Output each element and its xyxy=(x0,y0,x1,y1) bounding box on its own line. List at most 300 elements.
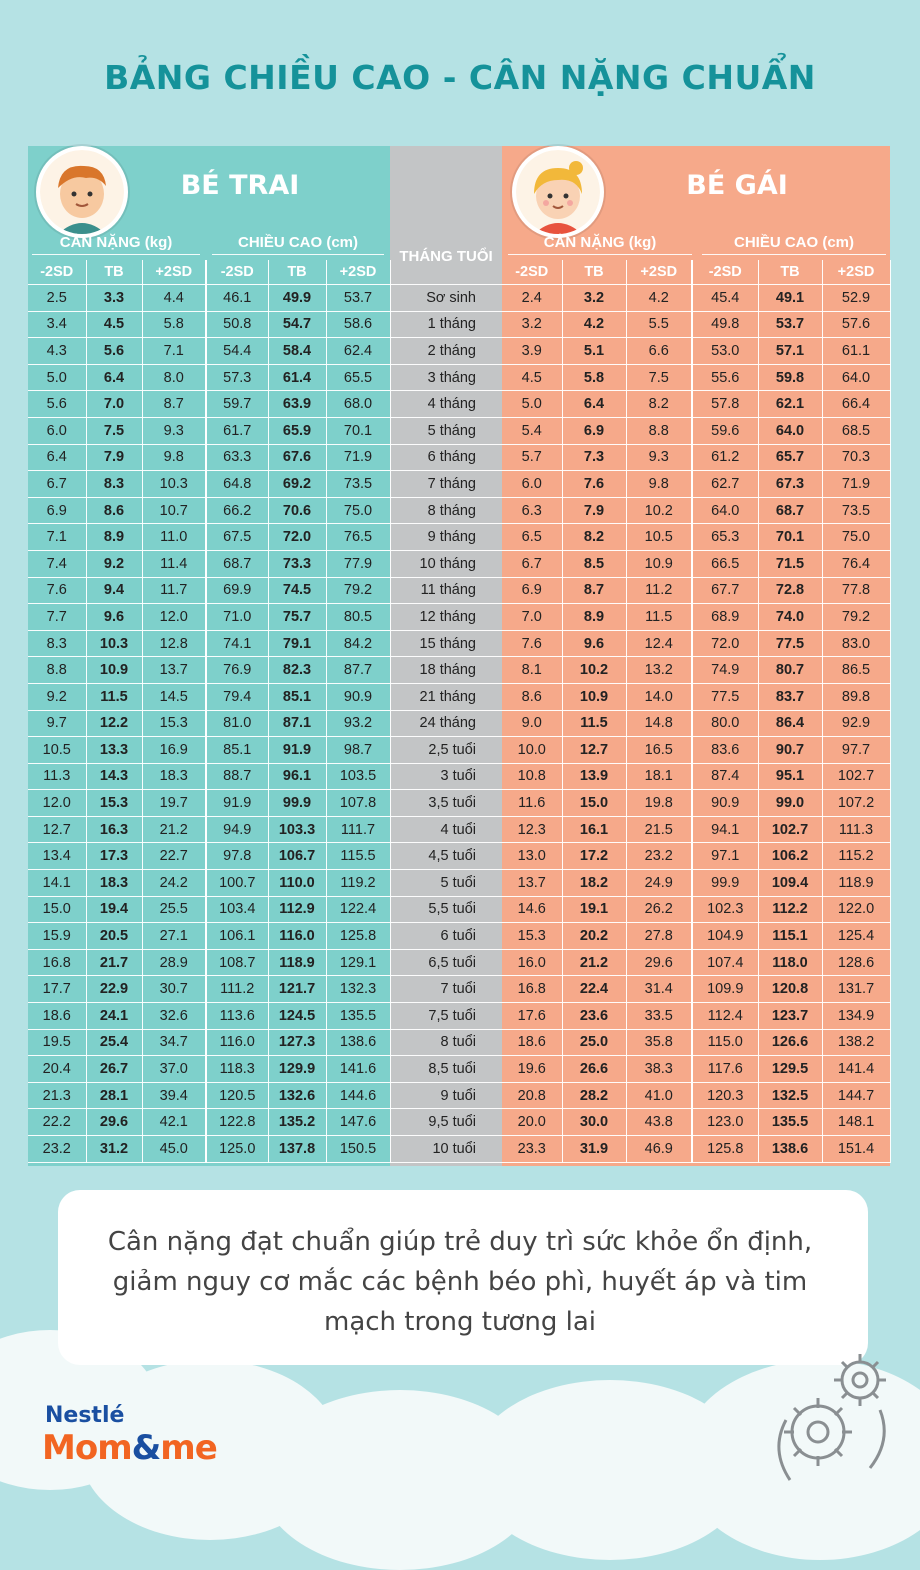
girl-cell: 6.9 xyxy=(562,417,626,444)
girl-cell: 22.4 xyxy=(562,976,626,1003)
table-row xyxy=(28,285,890,312)
boy-cell: 97.8 xyxy=(206,843,268,870)
girl-cell: 9.3 xyxy=(626,444,692,471)
page-title: BẢNG CHIỀU CAO - CÂN NẶNG CHUẨN xyxy=(104,58,816,97)
girl-cell: 2.4 xyxy=(502,285,562,312)
boy-cell: 5.6 xyxy=(86,338,142,365)
boy-cell: 12.2 xyxy=(86,710,142,737)
boy-cell: 65.9 xyxy=(268,417,326,444)
age-cell: Sơ sinh xyxy=(390,285,502,312)
boy-cell: 107.8 xyxy=(326,790,390,817)
age-cell: 5 tháng xyxy=(390,417,502,444)
boy-cell: 11.0 xyxy=(142,524,206,551)
girl-cell: 26.6 xyxy=(562,1056,626,1083)
table-row xyxy=(28,923,890,950)
boy-cell: 138.6 xyxy=(326,1029,390,1056)
growth-table xyxy=(28,260,891,1163)
girl-cell: 115.2 xyxy=(822,843,890,870)
girl-cell: 13.7 xyxy=(502,870,562,897)
girl-cell: 83.6 xyxy=(692,737,758,764)
boy-cell: 15.9 xyxy=(28,923,86,950)
boy-cell: 11.3 xyxy=(28,763,86,790)
girl-cell: 49.8 xyxy=(692,311,758,338)
boy-cell: 8.0 xyxy=(142,364,206,391)
table-row xyxy=(28,391,890,418)
boy-cell: 9.7 xyxy=(28,710,86,737)
boy-cell: 12.8 xyxy=(142,630,206,657)
girl-cell: 61.2 xyxy=(692,444,758,471)
boy-cell: 125.8 xyxy=(326,923,390,950)
girl-cell: 99.0 xyxy=(758,790,822,817)
boy-cell: 69.2 xyxy=(268,471,326,498)
girl-cell: 11.5 xyxy=(626,604,692,631)
boy-cell: 7.7 xyxy=(28,604,86,631)
boy-cell: 49.9 xyxy=(268,285,326,312)
boy-cell: 76.9 xyxy=(206,657,268,684)
table-row xyxy=(28,1003,890,1030)
boy-cell: 3.3 xyxy=(86,285,142,312)
age-cell: 8 tháng xyxy=(390,497,502,524)
boy-cell: 16.3 xyxy=(86,816,142,843)
girl-cell: 23.6 xyxy=(562,1003,626,1030)
logo-me-text: me xyxy=(160,1428,217,1468)
girl-cell: 17.2 xyxy=(562,843,626,870)
boy-cell: 111.2 xyxy=(206,976,268,1003)
sub-header: +2SD xyxy=(142,260,206,285)
boy-cell: 7.1 xyxy=(28,524,86,551)
girl-cell: 23.3 xyxy=(502,1136,562,1163)
boy-cell: 85.1 xyxy=(268,683,326,710)
table-row xyxy=(28,577,890,604)
boy-cell: 132.3 xyxy=(326,976,390,1003)
age-cell: 24 tháng xyxy=(390,710,502,737)
boy-cell: 82.3 xyxy=(268,657,326,684)
girl-cell: 123.0 xyxy=(692,1109,758,1136)
logo-mom-text: Mom xyxy=(42,1428,132,1468)
table-row xyxy=(28,763,890,790)
boy-cell: 9.8 xyxy=(142,444,206,471)
age-cell: 10 tháng xyxy=(390,550,502,577)
boy-cell: 24.1 xyxy=(86,1003,142,1030)
boy-cell: 8.3 xyxy=(86,471,142,498)
boy-cell: 15.3 xyxy=(86,790,142,817)
girl-cell: 97.7 xyxy=(822,737,890,764)
girl-cell: 118.9 xyxy=(822,870,890,897)
sub-header-row xyxy=(28,260,890,285)
boy-cell: 64.8 xyxy=(206,471,268,498)
girl-cell: 123.7 xyxy=(758,1003,822,1030)
girl-cell: 83.7 xyxy=(758,683,822,710)
table-row xyxy=(28,710,890,737)
girl-cell: 11.2 xyxy=(626,577,692,604)
girl-cell: 53.0 xyxy=(692,338,758,365)
boy-cell: 15.0 xyxy=(28,896,86,923)
boy-cell: 141.6 xyxy=(326,1056,390,1083)
girl-cell: 41.0 xyxy=(626,1082,692,1109)
boy-cell: 65.5 xyxy=(326,364,390,391)
nestle-logo: Nestlé xyxy=(45,1403,125,1428)
boy-cell: 5.0 xyxy=(28,364,86,391)
boy-weight-header: CÂN NẶNG (kg) xyxy=(32,234,200,255)
boy-cell: 18.6 xyxy=(28,1003,86,1030)
girl-cell: 59.6 xyxy=(692,417,758,444)
boy-cell: 106.1 xyxy=(206,923,268,950)
boy-cell: 74.1 xyxy=(206,630,268,657)
girl-cell: 6.6 xyxy=(626,338,692,365)
boy-cell: 115.5 xyxy=(326,843,390,870)
girl-cell: 128.6 xyxy=(822,949,890,976)
age-cell: 8 tuổi xyxy=(390,1029,502,1056)
girl-cell: 14.0 xyxy=(626,683,692,710)
boy-cell: 122.8 xyxy=(206,1109,268,1136)
boy-cell: 3.4 xyxy=(28,311,86,338)
table-row xyxy=(28,1082,890,1109)
girl-cell: 5.4 xyxy=(502,417,562,444)
boy-cell: 127.3 xyxy=(268,1029,326,1056)
girl-cell: 61.1 xyxy=(822,338,890,365)
boy-cell: 81.0 xyxy=(206,710,268,737)
boy-cell: 7.6 xyxy=(28,577,86,604)
boy-cell: 88.7 xyxy=(206,763,268,790)
girl-cell: 20.2 xyxy=(562,923,626,950)
boy-cell: 118.9 xyxy=(268,949,326,976)
boy-cell: 120.5 xyxy=(206,1082,268,1109)
girl-cell: 62.1 xyxy=(758,391,822,418)
age-cell: 9 tháng xyxy=(390,524,502,551)
mom-and-me-logo xyxy=(42,1428,217,1468)
boy-cell: 79.2 xyxy=(326,577,390,604)
table-row xyxy=(28,1136,890,1163)
age-cell: 9,5 tuổi xyxy=(390,1109,502,1136)
boy-cell: 70.6 xyxy=(268,497,326,524)
sub-header: +2SD xyxy=(626,260,692,285)
boy-cell: 21.7 xyxy=(86,949,142,976)
age-cell: 6 tuổi xyxy=(390,923,502,950)
table-row xyxy=(28,1056,890,1083)
boy-cell: 63.9 xyxy=(268,391,326,418)
girl-cell: 66.5 xyxy=(692,550,758,577)
boy-cell: 112.9 xyxy=(268,896,326,923)
girl-cell: 77.5 xyxy=(692,683,758,710)
age-cell: 5,5 tuổi xyxy=(390,896,502,923)
boy-cell: 29.6 xyxy=(86,1109,142,1136)
boy-cell: 7.5 xyxy=(86,417,142,444)
boy-cell: 103.5 xyxy=(326,763,390,790)
boy-cell: 98.7 xyxy=(326,737,390,764)
girl-cell: 107.4 xyxy=(692,949,758,976)
girl-cell: 77.8 xyxy=(822,577,890,604)
girl-cell: 68.9 xyxy=(692,604,758,631)
boy-cell: 75.0 xyxy=(326,497,390,524)
girl-cell: 3.2 xyxy=(562,285,626,312)
table-row xyxy=(28,683,890,710)
girl-cell: 12.7 xyxy=(562,737,626,764)
sub-header: -2SD xyxy=(206,260,268,285)
girl-cell: 19.1 xyxy=(562,896,626,923)
boy-cell: 116.0 xyxy=(268,923,326,950)
girl-cell: 95.1 xyxy=(758,763,822,790)
girl-cell: 5.5 xyxy=(626,311,692,338)
boy-cell: 8.6 xyxy=(86,497,142,524)
girl-cell: 112.4 xyxy=(692,1003,758,1030)
boy-cell: 13.7 xyxy=(142,657,206,684)
boy-cell: 17.3 xyxy=(86,843,142,870)
girl-cell: 17.6 xyxy=(502,1003,562,1030)
girl-cell: 71.5 xyxy=(758,550,822,577)
boy-cell: 103.4 xyxy=(206,896,268,923)
girl-cell: 15.0 xyxy=(562,790,626,817)
girl-cell: 9.8 xyxy=(626,471,692,498)
girl-cell: 102.7 xyxy=(758,816,822,843)
girl-cell: 77.5 xyxy=(758,630,822,657)
girl-cell: 5.8 xyxy=(562,364,626,391)
girl-cell: 49.1 xyxy=(758,285,822,312)
table-row xyxy=(28,444,890,471)
table-row xyxy=(28,311,890,338)
boy-cell: 116.0 xyxy=(206,1029,268,1056)
girl-cell: 104.9 xyxy=(692,923,758,950)
boy-cell: 54.4 xyxy=(206,338,268,365)
girl-cell: 8.1 xyxy=(502,657,562,684)
age-cell: 3 tháng xyxy=(390,364,502,391)
boy-cell: 2.5 xyxy=(28,285,86,312)
girl-cell: 18.6 xyxy=(502,1029,562,1056)
girl-cell: 74.9 xyxy=(692,657,758,684)
girl-cell: 122.0 xyxy=(822,896,890,923)
girl-cell: 131.7 xyxy=(822,976,890,1003)
girl-cell: 13.0 xyxy=(502,843,562,870)
boy-cell: 69.9 xyxy=(206,577,268,604)
girl-cell: 10.5 xyxy=(626,524,692,551)
boy-cell: 12.7 xyxy=(28,816,86,843)
girl-cell: 94.1 xyxy=(692,816,758,843)
boy-cell: 68.0 xyxy=(326,391,390,418)
sub-header: -2SD xyxy=(502,260,562,285)
table-row xyxy=(28,630,890,657)
girl-cell: 92.9 xyxy=(822,710,890,737)
girl-cell: 18.2 xyxy=(562,870,626,897)
table-row xyxy=(28,338,890,365)
girl-cell: 102.3 xyxy=(692,896,758,923)
logo-amp-text: & xyxy=(131,1428,161,1468)
girl-cell: 12.4 xyxy=(626,630,692,657)
table-row xyxy=(28,1029,890,1056)
age-cell: 4 tháng xyxy=(390,391,502,418)
boy-cell: 34.7 xyxy=(142,1029,206,1056)
boy-cell: 111.7 xyxy=(326,816,390,843)
boy-cell: 22.7 xyxy=(142,843,206,870)
girl-cell: 31.4 xyxy=(626,976,692,1003)
girl-cell: 109.4 xyxy=(758,870,822,897)
table-row xyxy=(28,843,890,870)
boy-cell: 14.5 xyxy=(142,683,206,710)
girl-cell: 13.9 xyxy=(562,763,626,790)
girl-cell: 4.2 xyxy=(562,311,626,338)
boy-cell: 4.3 xyxy=(28,338,86,365)
boy-cell: 121.7 xyxy=(268,976,326,1003)
age-cell: 6,5 tuổi xyxy=(390,949,502,976)
girl-cell: 8.7 xyxy=(562,577,626,604)
girl-cell: 8.5 xyxy=(562,550,626,577)
girl-cell: 20.0 xyxy=(502,1109,562,1136)
boy-cell: 28.1 xyxy=(86,1082,142,1109)
boy-cell: 58.4 xyxy=(268,338,326,365)
girl-cell: 10.8 xyxy=(502,763,562,790)
age-cell: 2,5 tuổi xyxy=(390,737,502,764)
boy-cell: 122.4 xyxy=(326,896,390,923)
sub-header: -2SD xyxy=(28,260,86,285)
girl-cell: 64.0 xyxy=(822,364,890,391)
boy-cell: 135.2 xyxy=(268,1109,326,1136)
girl-cell: 80.7 xyxy=(758,657,822,684)
table-row xyxy=(28,737,890,764)
age-cell: 1 tháng xyxy=(390,311,502,338)
boy-cell: 22.9 xyxy=(86,976,142,1003)
girl-cell: 4.2 xyxy=(626,285,692,312)
girl-cell: 83.0 xyxy=(822,630,890,657)
boy-cell: 135.5 xyxy=(326,1003,390,1030)
boy-cell: 137.8 xyxy=(268,1136,326,1163)
table-row xyxy=(28,870,890,897)
sub-header: -2SD xyxy=(692,260,758,285)
girl-cell: 7.3 xyxy=(562,444,626,471)
age-cell: 3 tuổi xyxy=(390,763,502,790)
girl-cell: 102.7 xyxy=(822,763,890,790)
girl-cell: 117.6 xyxy=(692,1056,758,1083)
age-cell: 15 tháng xyxy=(390,630,502,657)
boy-cell: 76.5 xyxy=(326,524,390,551)
boy-cell: 10.3 xyxy=(86,630,142,657)
girl-cell: 72.8 xyxy=(758,577,822,604)
boy-cell: 6.0 xyxy=(28,417,86,444)
girl-cell: 126.6 xyxy=(758,1029,822,1056)
girl-cell: 7.6 xyxy=(502,630,562,657)
girl-cell: 53.7 xyxy=(758,311,822,338)
girl-cell: 86.5 xyxy=(822,657,890,684)
girl-cell: 10.9 xyxy=(562,683,626,710)
age-cell: 7 tháng xyxy=(390,471,502,498)
boy-cell: 100.7 xyxy=(206,870,268,897)
sub-header: +2SD xyxy=(822,260,890,285)
boy-cell: 8.7 xyxy=(142,391,206,418)
sub-header: TB xyxy=(562,260,626,285)
boy-cell: 59.7 xyxy=(206,391,268,418)
girl-cell: 99.9 xyxy=(692,870,758,897)
girl-cell: 8.2 xyxy=(562,524,626,551)
boy-cell: 7.9 xyxy=(86,444,142,471)
boy-cell: 12.0 xyxy=(28,790,86,817)
boy-cell: 67.5 xyxy=(206,524,268,551)
girl-cell: 74.0 xyxy=(758,604,822,631)
boy-cell: 23.2 xyxy=(28,1136,86,1163)
boy-cell: 108.7 xyxy=(206,949,268,976)
boy-cell: 7.4 xyxy=(28,550,86,577)
boy-cell: 28.9 xyxy=(142,949,206,976)
age-cell: 3,5 tuổi xyxy=(390,790,502,817)
boy-cell: 58.6 xyxy=(326,311,390,338)
girl-cell: 120.8 xyxy=(758,976,822,1003)
boy-cell: 16.9 xyxy=(142,737,206,764)
boy-cell: 9.2 xyxy=(28,683,86,710)
boy-cell: 12.0 xyxy=(142,604,206,631)
boy-cell: 10.7 xyxy=(142,497,206,524)
boy-height-header: CHIỀU CAO (cm) xyxy=(212,234,384,255)
table-row xyxy=(28,417,890,444)
girl-cell: 29.6 xyxy=(626,949,692,976)
girl-cell: 11.5 xyxy=(562,710,626,737)
girl-cell: 6.4 xyxy=(562,391,626,418)
girl-cell: 135.5 xyxy=(758,1109,822,1136)
table-row xyxy=(28,816,890,843)
girl-cell: 68.5 xyxy=(822,417,890,444)
girl-cell: 8.2 xyxy=(626,391,692,418)
girl-cell: 25.0 xyxy=(562,1029,626,1056)
girl-cell: 132.5 xyxy=(758,1082,822,1109)
note-text: Cân nặng đạt chuẩn giúp trẻ duy trì sức khỏe ổn định, giảm nguy cơ mắc các bệnh béo phì, huyết áp và tim mạch trong tương lai xyxy=(107,1227,813,1337)
girl-cell: 19.6 xyxy=(502,1056,562,1083)
age-cell: 4,5 tuổi xyxy=(390,843,502,870)
sub-header: TB xyxy=(86,260,142,285)
boy-cell: 118.3 xyxy=(206,1056,268,1083)
girl-cell: 6.0 xyxy=(502,471,562,498)
girl-cell: 6.5 xyxy=(502,524,562,551)
girl-cell: 5.0 xyxy=(502,391,562,418)
boy-cell: 11.5 xyxy=(86,683,142,710)
girl-label: BÉ GÁI xyxy=(686,170,788,201)
age-cell: 18 tháng xyxy=(390,657,502,684)
girl-cell: 14.6 xyxy=(502,896,562,923)
girl-cell: 4.5 xyxy=(502,364,562,391)
boy-cell: 4.4 xyxy=(142,285,206,312)
boy-cell: 42.1 xyxy=(142,1109,206,1136)
boy-cell: 106.7 xyxy=(268,843,326,870)
boy-face-icon xyxy=(36,146,128,238)
month-header: THÁNG TUỔI xyxy=(399,248,493,265)
boy-cell: 144.6 xyxy=(326,1082,390,1109)
boy-cell: 20.4 xyxy=(28,1056,86,1083)
girl-height-header: CHIỀU CAO (cm) xyxy=(702,234,886,255)
table-row xyxy=(28,949,890,976)
age-cell: 11 tháng xyxy=(390,577,502,604)
boy-cell: 10.5 xyxy=(28,737,86,764)
girl-cell: 55.6 xyxy=(692,364,758,391)
girl-cell: 13.2 xyxy=(626,657,692,684)
girl-cell: 67.7 xyxy=(692,577,758,604)
table-row xyxy=(28,657,890,684)
age-cell: 12 tháng xyxy=(390,604,502,631)
girl-cell: 30.0 xyxy=(562,1109,626,1136)
boy-cell: 67.6 xyxy=(268,444,326,471)
boy-cell: 21.2 xyxy=(142,816,206,843)
boy-cell: 90.9 xyxy=(326,683,390,710)
boy-cell: 6.4 xyxy=(28,444,86,471)
boy-cell: 103.3 xyxy=(268,816,326,843)
girl-cell: 129.5 xyxy=(758,1056,822,1083)
boy-cell: 113.6 xyxy=(206,1003,268,1030)
girl-cell: 7.5 xyxy=(626,364,692,391)
boy-cell: 75.7 xyxy=(268,604,326,631)
girl-cell: 3.2 xyxy=(502,311,562,338)
girl-cell: 24.9 xyxy=(626,870,692,897)
girl-cell: 59.8 xyxy=(758,364,822,391)
boy-cell: 9.2 xyxy=(86,550,142,577)
boy-cell: 39.4 xyxy=(142,1082,206,1109)
age-cell: 9 tuổi xyxy=(390,1082,502,1109)
girl-cell: 9.6 xyxy=(562,630,626,657)
girl-cell: 68.7 xyxy=(758,497,822,524)
girl-cell: 18.1 xyxy=(626,763,692,790)
boy-cell: 25.5 xyxy=(142,896,206,923)
